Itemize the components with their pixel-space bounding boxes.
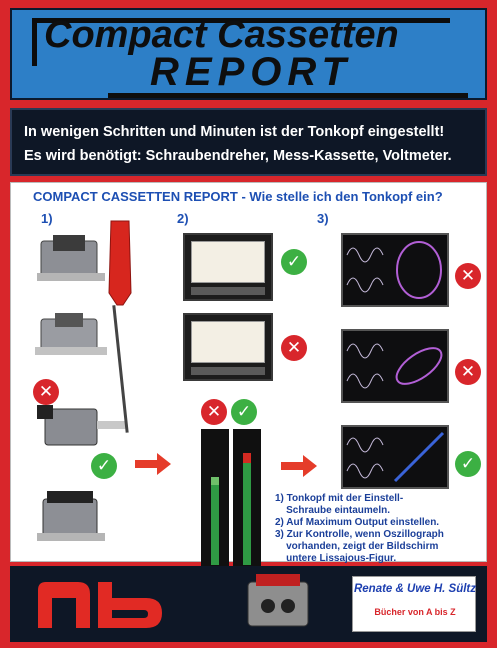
author-tagline: Bücher von A bis Z	[374, 607, 456, 617]
tape-head-image-3	[33, 489, 109, 547]
note-line: 1) Tonkopf mit der Einstell-	[275, 493, 404, 504]
oscilloscope-image-3	[341, 425, 449, 489]
voltmeter-image-2	[183, 313, 273, 381]
author-name: Renate & Uwe H. Sültz	[353, 583, 477, 595]
publisher-logo	[34, 580, 184, 632]
note-line: 2) Auf Maximum Output einstellen.	[275, 517, 440, 528]
step-label-2: 2)	[177, 211, 189, 226]
author-badge	[352, 576, 476, 632]
oscilloscope-image-1	[341, 233, 449, 307]
note-line: Schraube eintaumeln.	[275, 505, 391, 516]
vu-meter-right	[233, 429, 261, 579]
incorrect-icon-1: ✕	[33, 379, 59, 405]
instruction-notes	[275, 493, 485, 565]
panel-title: COMPACT CASSETTEN REPORT - Wie stelle ich den Tonkopf ein?	[33, 189, 443, 204]
correct-icon-1: ✓	[91, 453, 117, 479]
info-band	[10, 108, 487, 176]
tape-head-image-1	[33, 231, 109, 287]
instruction-panel	[10, 182, 487, 562]
step-label-1: 1)	[41, 211, 53, 226]
incorrect-icon-4: ✕	[455, 263, 481, 289]
info-line-2: Es wird benötigt: Schraubendreher, Mess-Kassette, Voltmeter.	[24, 148, 452, 164]
incorrect-icon-5: ✕	[455, 359, 481, 385]
title-line-1: Compact Cassetten	[44, 14, 399, 56]
note-line: 3) Zur Kontrolle, wenn Oszillograph	[275, 529, 444, 540]
correct-icon-3: ✓	[231, 399, 257, 425]
correct-icon-4: ✓	[455, 451, 481, 477]
note-line: untere Lissajous-Figur.	[275, 553, 397, 564]
incorrect-icon-2: ✕	[281, 335, 307, 361]
vu-meter-left	[201, 429, 229, 579]
incorrect-icon-3: ✕	[201, 399, 227, 425]
arrow-right-icon-1	[135, 453, 171, 475]
note-line: vorhanden, zeigt der Bildschirm	[275, 541, 439, 552]
step-label-3: 3)	[317, 211, 329, 226]
correct-icon-2: ✓	[281, 249, 307, 275]
info-line-1: In wenigen Schritten und Minuten ist der Tonkopf eingestellt!	[24, 124, 445, 140]
oscilloscope-image-2	[341, 329, 449, 403]
arrow-right-icon-2	[281, 455, 317, 477]
tape-head-image-2	[33, 307, 109, 363]
voltmeter-image-1	[183, 233, 273, 301]
cassette-adapter-image	[242, 572, 314, 636]
screwdriver-image	[101, 217, 141, 437]
title-line-2: REPORT	[150, 50, 352, 94]
